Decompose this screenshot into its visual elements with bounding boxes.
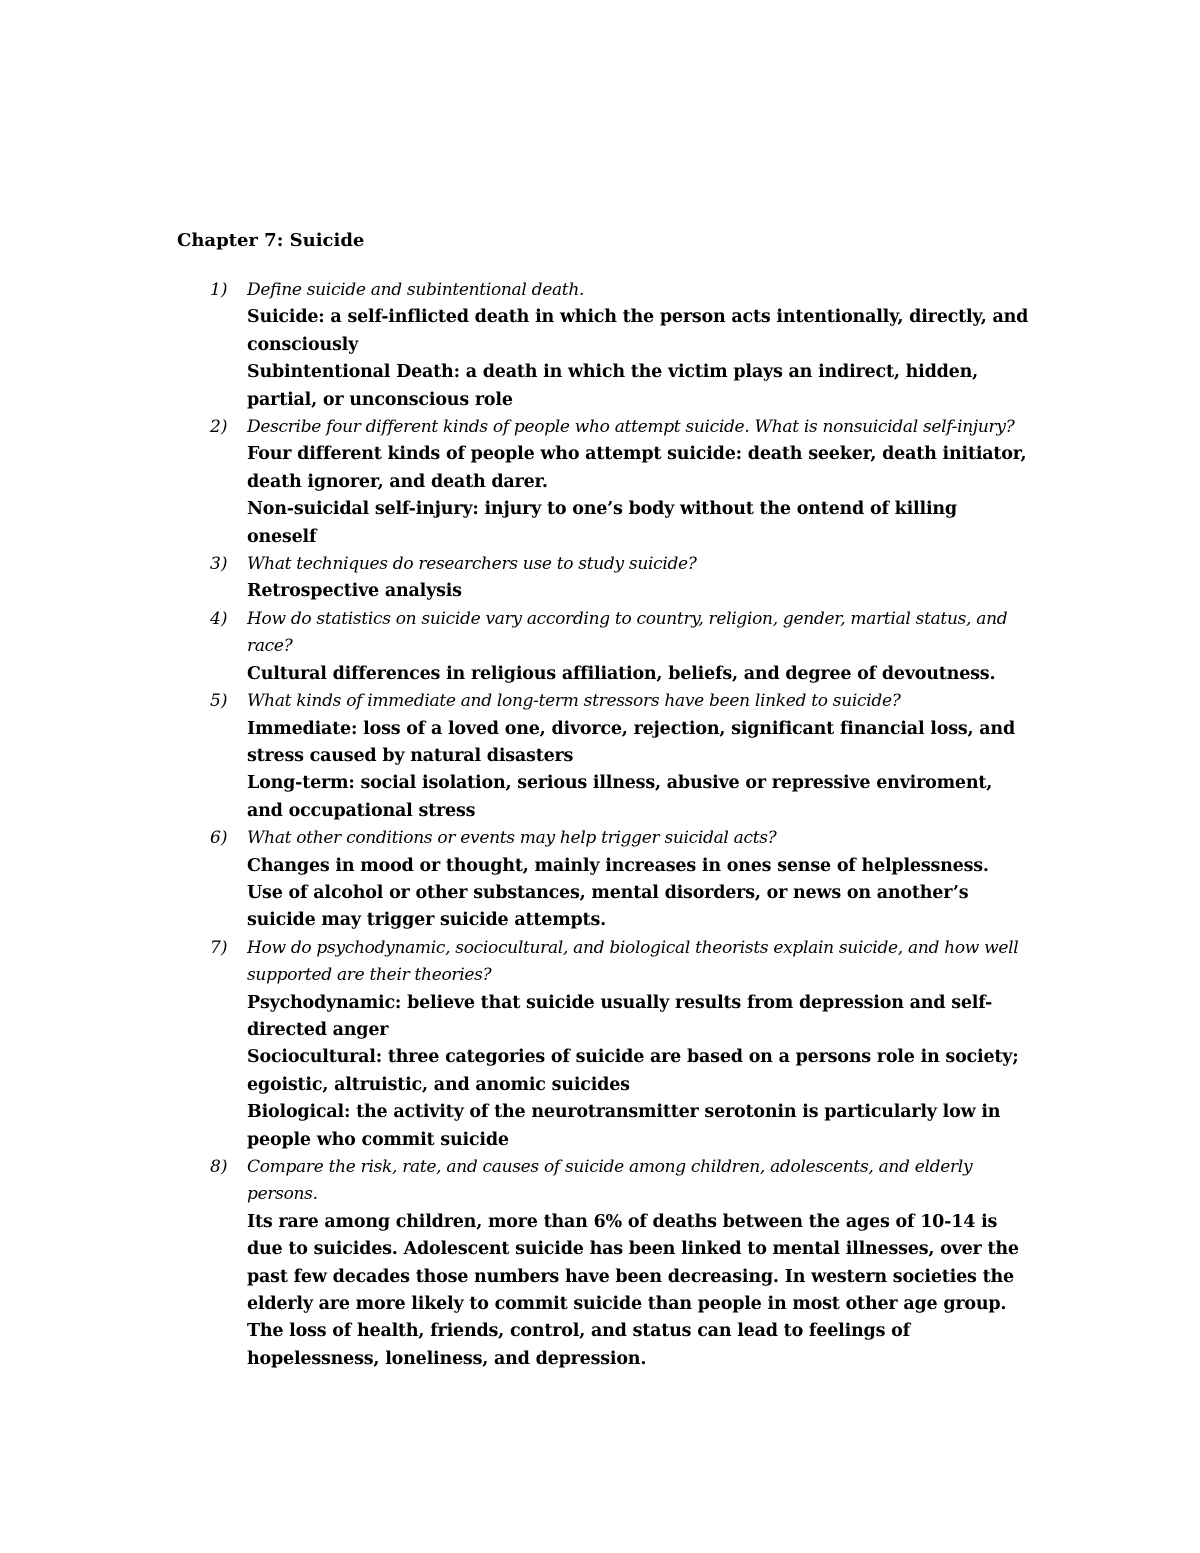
question-number: 8) bbox=[210, 1157, 228, 1177]
question-list bbox=[210, 277, 1030, 1373]
question-number: 5) bbox=[210, 691, 228, 712]
list-item bbox=[210, 277, 1030, 414]
list-item bbox=[210, 935, 1030, 1154]
answer-text: Its rare among children, more than 6% of deaths between the ages of 10-14 is due to suicides. Adolescent suicide has been linked to mental illnesses, over the past few decades those numbers have been decreasing. In western societies the elderly are more likely to commit suicide than people in most other age group. The loss of health, friends, control, and status can lead to feelings of hopelessness, loneliness, and depression. bbox=[247, 1211, 1019, 1369]
list-item bbox=[210, 414, 1030, 551]
question-number: 6) bbox=[210, 828, 228, 849]
question-number: 1) bbox=[210, 280, 228, 300]
question-text: How do statistics on suicide vary according to country, religion, gender, martial status, and race? bbox=[247, 608, 1008, 657]
question-text: What techniques do researchers use to study suicide? bbox=[247, 554, 697, 575]
answer-text: Sociocultural: three categories of suicide are based on a persons role in society; egoistic, altruistic, and anomic suicides bbox=[247, 1047, 1019, 1095]
document-title: Chapter 7: Suicide bbox=[177, 230, 365, 251]
answer-text: Four different kinds of people who attempt suicide: death seeker, death initiator, death ignorer, and death darer. bbox=[247, 444, 1027, 492]
answer-text: Psychodynamic: believe that suicide usually results from depression and self-directed anger bbox=[247, 992, 993, 1040]
answer-text: Long-term: social isolation, serious illness, abusive or repressive enviroment, and occupational stress bbox=[247, 773, 993, 821]
question-number: 2) bbox=[210, 417, 228, 438]
question-text: Define suicide and subintentional death. bbox=[247, 280, 585, 300]
question-text: What kinds of immediate and long-term stressors have been linked to suicide? bbox=[247, 691, 901, 712]
list-item bbox=[210, 551, 1030, 606]
list-item bbox=[210, 606, 1030, 688]
answer-text: Retrospective analysis bbox=[247, 581, 462, 602]
question-text: What other conditions or events may help trigger suicidal acts? bbox=[247, 828, 777, 849]
question-number: 3) bbox=[210, 554, 228, 575]
question-text: How do psychodynamic, sociocultural, and biological theorists explain suicide, and how well supported are their theories? bbox=[247, 937, 1019, 986]
answer-text: Non-suicidal self-injury: injury to one’s body without the ontend of killing oneself bbox=[247, 499, 957, 547]
list-item bbox=[210, 825, 1030, 935]
answer-text: Changes in mood or thought, mainly increases in ones sense of helplessness. Use of alcohol or other substances, mental disorders, or news on another’s suicide may trigger suicide attempts. bbox=[247, 855, 989, 931]
question-text: Describe four different kinds of people who attempt suicide. What is nonsuicidal self-injury? bbox=[247, 417, 1015, 438]
answer-text: Suicide: a self-inflicted death in which the person acts intentionally, directly, and consciously bbox=[247, 307, 1029, 355]
question-number: 7) bbox=[210, 937, 228, 958]
question-number: 4) bbox=[210, 608, 228, 629]
answer-text: Cultural differences in religious affiliation, beliefs, and degree of devoutness. bbox=[247, 663, 996, 684]
answer-text: Biological: the activity of the neurotransmitter serotonin is particularly low in people who commit suicide bbox=[247, 1102, 1001, 1150]
question-text: Compare the risk, rate, and causes of suicide among children, adolescents, and elderly persons. bbox=[247, 1157, 973, 1205]
list-item bbox=[210, 1154, 1030, 1373]
answer-text: Immediate: loss of a loved one, divorce, rejection, significant financial loss, and stress caused by natural disasters bbox=[247, 718, 1015, 766]
answer-text: Subintentional Death: a death in which the victim plays an indirect, hidden, partial, or unconscious role bbox=[247, 362, 979, 410]
list-item bbox=[210, 688, 1030, 825]
